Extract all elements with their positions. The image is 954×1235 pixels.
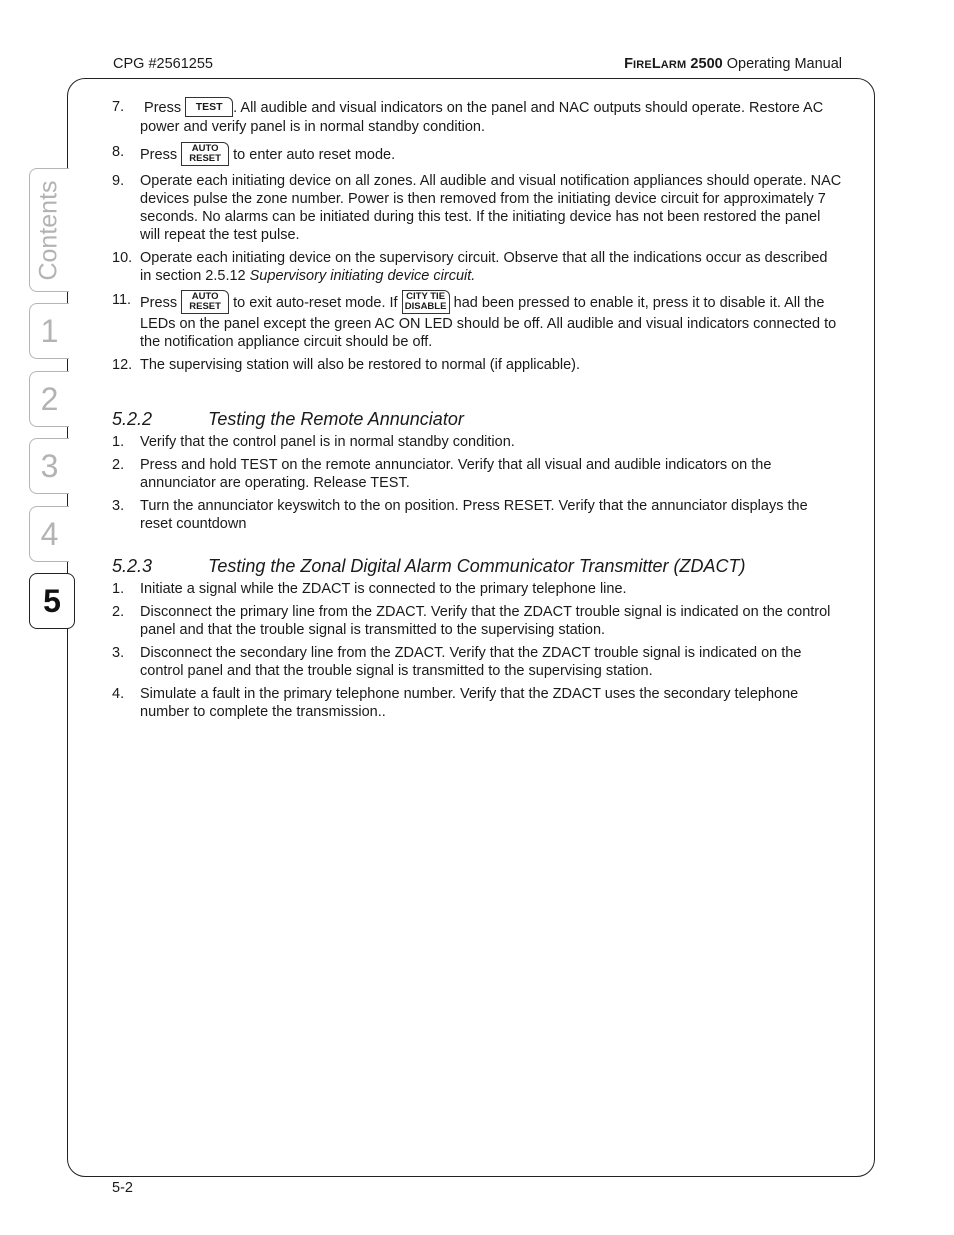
list-item	[112, 172, 842, 244]
list-item	[112, 685, 842, 721]
step-text: Press	[144, 99, 182, 116]
manual-title	[624, 56, 842, 72]
tab-chapter-5[interactable]: 5	[29, 573, 75, 629]
tab-contents[interactable]	[29, 168, 69, 292]
brand-model: 2500	[686, 56, 723, 72]
item-number: 2.	[112, 457, 125, 473]
section-title: Testing the Zonal Digital Alarm Communicator Transmitter (ZDACT)	[208, 556, 746, 576]
list-item	[112, 291, 842, 351]
step-text: Operate each initiating device on the supervisory circuit. Observe that all the indications occur as described in section 2.5.12	[140, 250, 828, 284]
step-number: 12.	[112, 357, 133, 373]
step-text: The supervising station will also be restored to normal (if applicable).	[140, 357, 581, 373]
item-number: 1.	[112, 581, 125, 597]
brand-arm: ARM	[660, 59, 687, 71]
key-label: RESET	[189, 153, 221, 164]
list-item	[112, 249, 842, 285]
step-number: 8.	[112, 144, 125, 160]
step-text: to enter auto reset mode.	[233, 146, 396, 163]
item-number: 2.	[112, 604, 125, 620]
key-label: RESET	[189, 301, 221, 312]
item-number: 3.	[112, 645, 125, 661]
section-heading-5-2-3	[112, 555, 842, 577]
brand-ire: IRE	[632, 59, 652, 71]
document-id: CPG #2561255	[113, 56, 213, 72]
brand-l: L	[651, 56, 661, 72]
item-text: Disconnect the primary line from the ZDACT. Verify that the ZDACT trouble signal is indicated on the control panel and that the trouble signal is transmitted to the supervising station.	[140, 604, 831, 638]
step-number: 7.	[112, 99, 125, 115]
step-number: 10.	[112, 250, 133, 266]
section-title: Testing the Remote Annunciator	[208, 409, 464, 429]
section-number: 5.2.3	[112, 556, 153, 576]
step-reference: Supervisory initiating device circuit.	[249, 268, 476, 284]
list-item	[112, 456, 842, 492]
tab-chapter-4[interactable]: 4	[29, 506, 69, 562]
page-number: 5-2	[112, 1180, 133, 1196]
list-item	[112, 143, 842, 167]
item-text: Disconnect the secondary line from the ZDACT. Verify that the ZDACT trouble signal is indicated on the control panel and that the trouble signal is transmitted to the supervising station.	[140, 645, 802, 679]
step-text: to exit auto-reset mode. If	[233, 294, 398, 311]
brand-f: F	[624, 56, 633, 72]
tab-chapter-2[interactable]: 2	[29, 371, 69, 427]
step-text: Press	[140, 146, 178, 163]
item-text: Simulate a fault in the primary telephone number. Verify that the ZDACT uses the secondary telephone number to complete the transmission..	[140, 686, 799, 720]
list-item	[112, 433, 842, 451]
step-number: 11.	[112, 292, 132, 308]
auto-reset-key-icon	[181, 290, 229, 314]
key-label: CITY TIE	[406, 291, 446, 302]
key-label: AUTO	[191, 291, 219, 302]
step-text: Operate each initiating device on all zones. All audible and visual notification appliances should operate. NAC devices pulse the zone number. Power is then removed from the initiating device circuit for approximately 7 seconds. No alarms can be initiated during this test. If the initiating device has not been restored the panel will repeat the test pulse.	[140, 173, 842, 243]
section-number: 5.2.2	[112, 409, 153, 429]
list-item	[112, 603, 842, 639]
list-item	[112, 98, 842, 136]
item-text: Turn the annunciator keyswitch to the on position. Press RESET. Verify that the annunciator displays the reset countdown	[140, 498, 808, 532]
auto-reset-key-icon	[181, 142, 229, 166]
list-item	[112, 644, 842, 680]
step-text: had been pressed to enable it, press it to disable it. All the LEDs on the panel except the green AC ON LED should be off. All audible and visual indicators connected to the notification appliance circuit should be off.	[140, 294, 837, 350]
step-text: Press	[140, 294, 178, 311]
city-tie-disable-key-icon	[402, 290, 450, 314]
list-item	[112, 356, 842, 374]
manual-suffix: Operating Manual	[722, 56, 842, 72]
tab-chapter-3[interactable]: 3	[29, 438, 69, 494]
item-number: 4.	[112, 686, 125, 702]
tab-contents-label: Contents	[35, 179, 63, 281]
tab-chapter-1[interactable]: 1	[29, 303, 69, 359]
item-text: Verify that the control panel is in normal standby condition.	[140, 434, 515, 450]
item-number: 3.	[112, 498, 125, 514]
item-text: Initiate a signal while the ZDACT is connected to the primary telephone line.	[140, 581, 627, 597]
key-label: AUTO	[191, 143, 219, 154]
list-item	[112, 497, 842, 533]
key-label: DISABLE	[404, 301, 447, 312]
test-key-icon: TEST	[185, 97, 233, 117]
item-text: Press and hold TEST on the remote annunciator. Verify that all visual and audible indicators on the annunciator are operating. Release TEST.	[140, 457, 772, 491]
item-number: 1.	[112, 434, 125, 450]
section-heading-5-2-2	[112, 408, 842, 430]
main-content	[112, 98, 842, 726]
step-number: 9.	[112, 173, 125, 189]
step-text: . All audible and visual indicators on the panel and NAC outputs should operate. Restore AC power and verify panel is in normal standby condition.	[140, 99, 824, 135]
list-item	[112, 580, 842, 598]
